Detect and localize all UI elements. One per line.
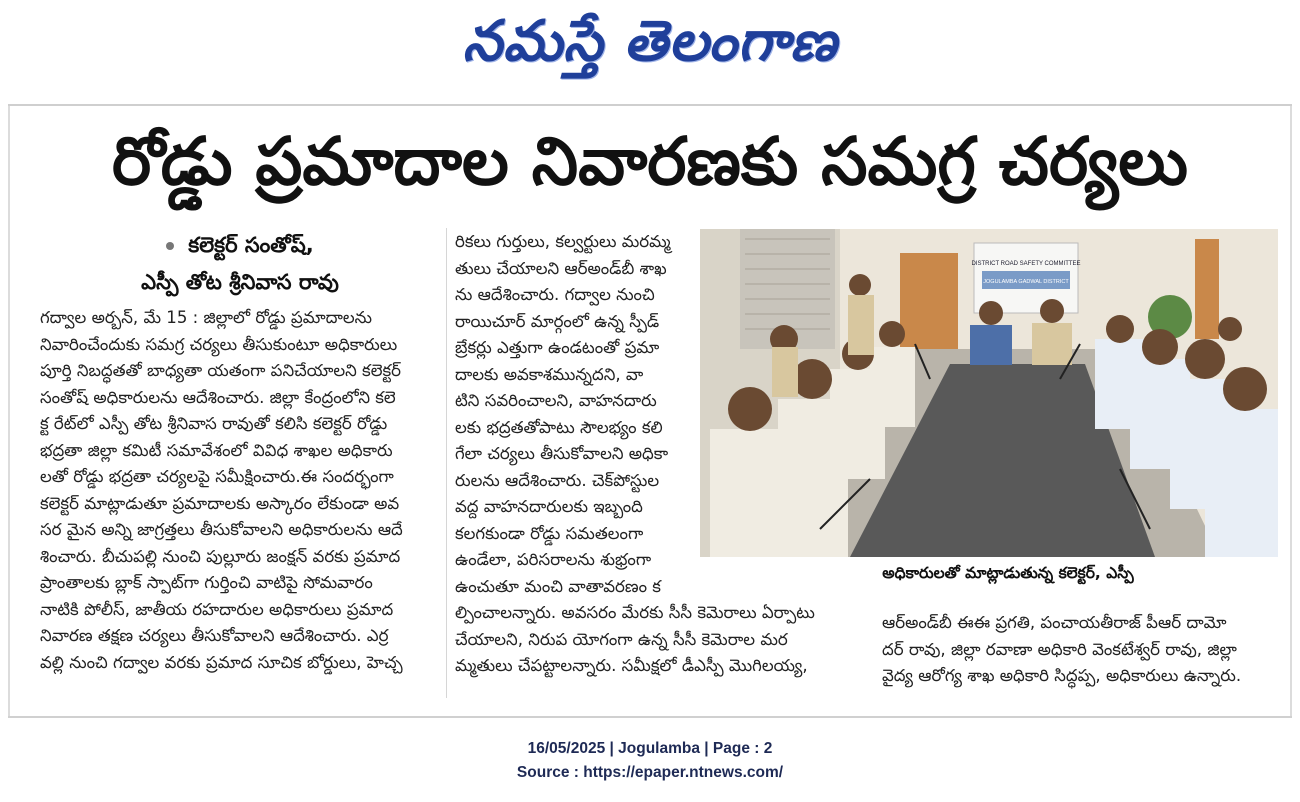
byline-line1: కలెక్టర్‌ సంతోష్‌,: [188, 233, 314, 257]
article-text-line: క్ట రేట్‌లో ఎస్పీ తోట శ్రీనివాస రావుతో కలిసి కలెక్టర్‌ రోడ్డు: [40, 414, 388, 433]
newspaper-masthead: నమస్తే తెలంగాణ: [462, 8, 838, 74]
article-text-line: ల్పించాలన్నారు. అవసరం మేరకు సీసీ కెమెరాలు ఏర్పాటు: [455, 603, 815, 622]
article-text-line: చేయాలని, నిరుప యోగంగా ఉన్న సీసీ కెమెరాల మర: [455, 629, 788, 649]
article-text-line: లతో రోడ్డు భద్రతా చర్యలపై సమీక్షించారు.ఈ సందర్భంగా: [40, 467, 394, 486]
article-text-line: ప్రాంతాలకు బ్లాక్‌ స్పాట్‌గా గుర్తించి వాటిపై సోమవారం: [40, 573, 373, 592]
article-text-line: సంతోష్‌ అధికారులను ఆదేశించారు. జిల్లా కేంద్రంలోని కలె: [40, 387, 396, 407]
article-text-line: ఆర్‌అండ్‌బీ ఈఈ ప్రగతి, పంచాయతీరాజ్‌ పీఆర్‌ దామో: [882, 613, 1227, 632]
right-border: [1290, 106, 1292, 716]
byline-collector: [40, 233, 440, 263]
article-text-line: నివారణ తక్షణ చర్యలు తీసుకోవాలని ఆదేశించారు. ఎర్ర: [40, 626, 389, 645]
article-text-line: రాయిచూర్‌ మార్గంలో ఉన్న స్పీడ్‌: [455, 311, 660, 331]
article-text-line: దర్‌ రావు, జిల్లా రవాణా అధికారి వెంకటేశ్వర్‌ రావు, జిల్లా: [882, 639, 1237, 659]
article-text-line: ఉంచుతూ మంచి వాతావరణం క: [455, 576, 661, 596]
article-text-line: నివారించేందుకు సమగ్ర చర్యలు తీసుకుంటూ అధికారులు: [40, 334, 398, 354]
article-text-line: ఉండేలా, పరిసరాలను శుభ్రంగా: [455, 550, 652, 569]
article-text-line: బ్రేకర్లు ఎత్తుగా ఉండటంతో ప్రమా: [455, 338, 660, 357]
article-text-line: పూర్తి నిబద్ధతతో బాధ్యతా యతంగా పనిచేయాలని కలెక్టర్‌: [40, 361, 401, 380]
source-link[interactable]: Source : https://epaper.ntnews.com/: [516, 764, 784, 781]
article-text-line: తులు చేయాలని ఆర్‌అండ్‌బీ శాఖ: [455, 258, 667, 278]
article-text-line: లకు భద్రతతోపాటు సౌలభ్యం కలి: [455, 417, 663, 437]
photo-banner-line2: JOGULAMBA GADWAL DISTRICT: [983, 279, 1069, 285]
photo-banner-line1: DISTRICT ROAD SAFETY COMMITTEE: [971, 261, 1081, 267]
article-text-line: వద్ద వాహనదారులకు ఇబ్బంది: [455, 497, 643, 516]
article-text-line: రులను ఆదేశించారు. చెక్‌పోస్టుల: [455, 470, 660, 490]
article-headline: రోడ్డు ప్రమాదాల నివారణకు సమగ్ర చర్యలు: [112, 123, 1188, 200]
article-text-line: సర మైన అన్ని జాగ్రత్తలు తీసుకోవాలని అధికారులను ఆదే: [40, 520, 403, 539]
article-text-line: గేలా చర్యలు తీసుకోవాలని అధికా: [455, 444, 669, 463]
meeting-photo: [700, 229, 1278, 557]
meeting-photo-illustration: [700, 229, 1278, 557]
article-text-line: శించారు. బీచుపల్లి నుంచి పుల్లూరు జంక్షన్‌ వరకు ప్రమాద: [40, 546, 401, 566]
article-text-line: రికలు గుర్తులు, కల్వర్టులు మరమ్మ: [455, 232, 671, 251]
bottom-rule: [8, 716, 1292, 718]
article-text-line: ను ఆదేశించారు. గద్వాల నుంచి: [455, 285, 655, 304]
article-text-line: భద్రతా జిల్లా కమిటీ సమావేశంలో వివిధ శాఖల అధికారు: [40, 440, 393, 460]
left-border: [8, 106, 10, 716]
article-text-line: టిని సవరించాలని, వాహనదారు: [455, 391, 657, 410]
article-text-line: వల్లి నుంచి గద్వాల వరకు ప్రమాద సూచిక బోర్డులు, హెచ్చ: [40, 652, 403, 672]
top-rule: [8, 104, 1292, 106]
article-text-line: దాలకు అవకాశమున్నదని, వా: [455, 364, 644, 384]
photo-caption: అధికారులతో మాట్లాడుతున్న కలెక్టర్‌, ఎస్పీ: [882, 564, 1134, 582]
article-text-line: నాటికి పోలీస్‌, జాతీయ రహదారుల అధికారులు ప్రమాద: [40, 599, 394, 619]
article-text-line: మ్మతులు చేపట్టాలన్నారు. సమీక్షలో డీఎస్పీ మొగిలయ్య,: [455, 656, 808, 675]
edition-info: 16/05/2025 | Jogulamba | Page : 2: [527, 740, 773, 757]
article-column-3: [882, 610, 1277, 690]
article-text-line: వైద్య ఆరోగ్య శాఖ అధికారి సిద్ధప్ప, అధికారులు ఉన్నారు.: [882, 666, 1242, 685]
article-text-line: కలెక్టర్‌ మాట్లాడుతూ ప్రమాదాలకు అస్కారం లేకుండా అవ: [40, 493, 400, 513]
column-divider: [446, 228, 447, 698]
article-text-line: గద్వాల అర్బన్‌, మే 15 : జిల్లాలో రోడ్డు ప్రమాదాలను: [40, 308, 373, 327]
bullet-icon: [166, 242, 174, 250]
article-column-1: [40, 305, 440, 676]
article-text-line: కలగకుండా రోడ్డు సమతలంగా: [455, 523, 644, 543]
byline-sp: ఎస్పీ తోట శ్రీనివాస రావు: [141, 270, 339, 294]
